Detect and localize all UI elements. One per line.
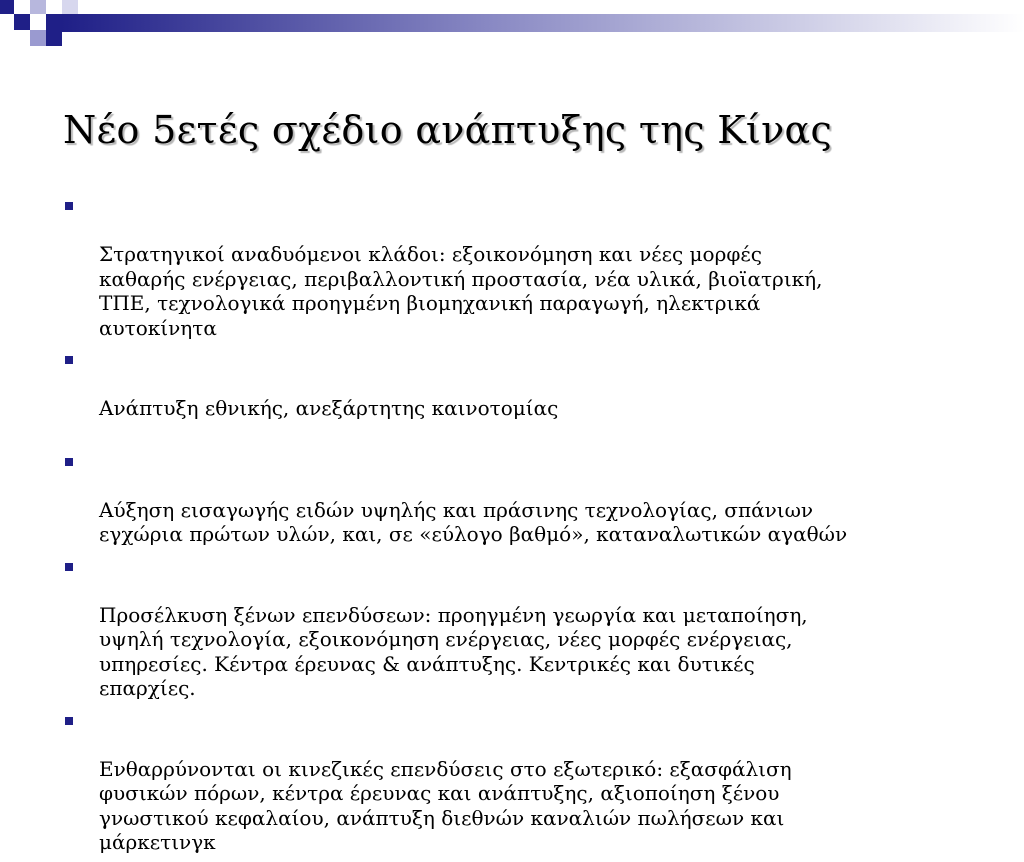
- bullet-text: Προσέλκυση ξένων επενδύσεων: προηγμένη γεωργία και μεταποίηση, υψηλή τεχνολογία, εξοικονόμηση ενέργειας, νέες μορφές ενέργειας, υπηρεσίες. Κέντρα έρευνας & ανάπτυξης. Κεντρικές και δυτικές επαρχίες.: [99, 602, 808, 700]
- bullet-text: Ενθαρρύνονται οι κινεζικές επενδύσεις στο εξωτερικό: εξασφάλιση φυσικών πόρων, κέντρα έρευνας και ανάπτυξης, αξιοποίηση ξένου γνωστικού κεφαλαίου, ανάπτυξη διεθνών καναλιών πωλήσεων και μάρκετινγκ: [99, 756, 792, 854]
- bullet-text: Ανάπτυξη εθνικής, ανεξάρτητης καινοτομίας: [99, 396, 559, 420]
- square-bullet-icon: [65, 717, 73, 725]
- header-square: [0, 0, 14, 14]
- bullet-text: Στρατηγικοί αναδυόμενοι κλάδοι: εξοικονόμηση και νέες μορφές καθαρής ενέργειας, περιβαλλοντική προστασία, νέα υλικά, βιοϊατρική, ΤΠΕ, τεχνολογικά προηγμένη βιομηχανική παραγωγή, ηλεκτρικά αυτοκίνητα: [99, 242, 823, 340]
- header-square: [30, 30, 46, 46]
- square-bullet-icon: [65, 356, 73, 364]
- header-square: [30, 14, 46, 30]
- bullet-item: [62, 554, 962, 701]
- bullet-item: [62, 708, 962, 855]
- bullet-text: Αύξηση εισαγωγής ειδών υψηλής και πράσινης τεχνολογίας, σπάνιων εγχώρια πρώτων υλών, και, σε «εύλογο βαθμό», καταναλωτικών αγαθών: [99, 497, 848, 546]
- slide-title: Νέο 5ετές σχέδιο ανάπτυξης της Κίνας: [63, 108, 833, 152]
- square-bullet-icon: [65, 563, 73, 571]
- header-square: [62, 0, 78, 14]
- bullet-list: [62, 193, 962, 862]
- header-square: [30, 0, 46, 14]
- square-bullet-icon: [65, 458, 73, 466]
- header-decoration: [0, 0, 1024, 60]
- header-gradient-bar: [62, 14, 1024, 32]
- header-square: [46, 30, 62, 46]
- bullet-item: [62, 347, 962, 421]
- bullet-item: [62, 193, 962, 340]
- header-square: [46, 14, 62, 30]
- header-decoration-graphic: [0, 0, 1024, 60]
- bullet-item: [62, 449, 962, 547]
- square-bullet-icon: [65, 202, 73, 210]
- header-square: [14, 14, 30, 30]
